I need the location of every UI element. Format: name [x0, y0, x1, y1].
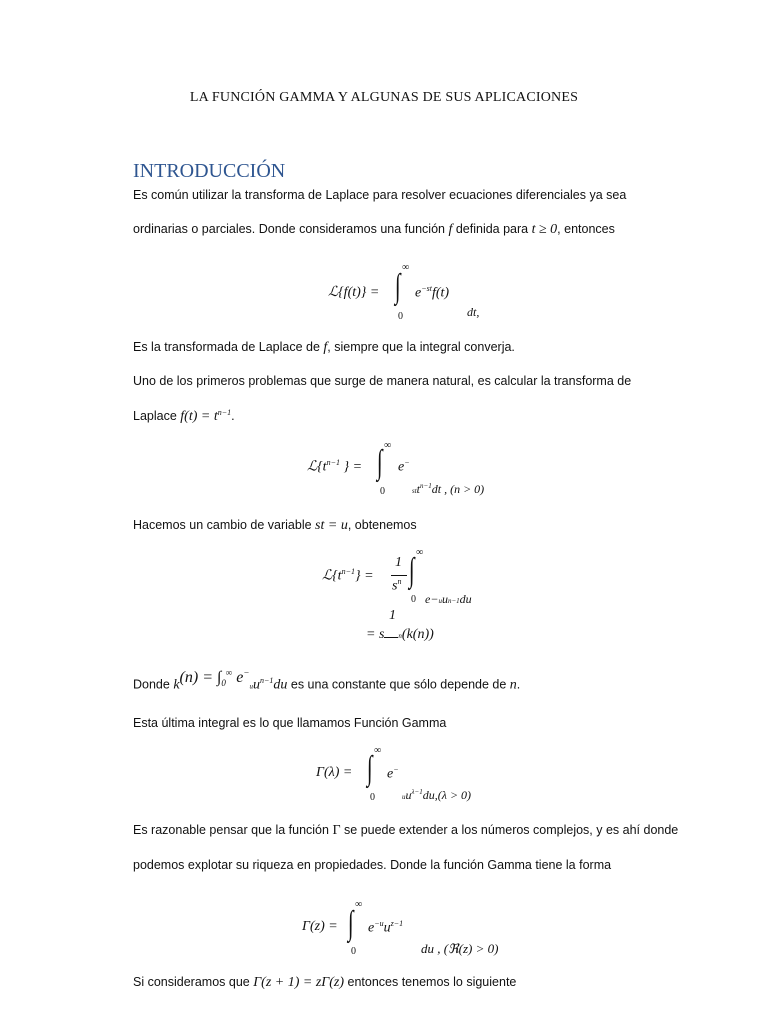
equation-lhs — [322, 567, 374, 585]
line2-sub: n — [398, 632, 402, 640]
denominator-base: s — [392, 578, 398, 594]
integrand-base: e — [387, 766, 394, 782]
paragraph-text: definida para — [452, 222, 532, 236]
tail-text: dt , (n > 0) — [431, 482, 485, 496]
paragraph-4: Uno de los primeros problemas que surge de manera natural, es calcular la transforma de — [133, 374, 632, 388]
tail-t: t — [416, 482, 421, 496]
fraction-bar — [391, 575, 407, 576]
lhs-end: } = — [354, 568, 374, 584]
tail-t-exponent: n−1 — [420, 482, 432, 490]
paragraph-text: Laplace — [133, 409, 181, 424]
integral-lower-limit: 0 — [351, 946, 356, 957]
integrand-exponent: − — [404, 458, 410, 467]
math-open: (n) = ∫ — [179, 669, 222, 687]
differential: dt, — [467, 305, 480, 319]
integrand-tail — [412, 482, 484, 497]
integral-sign: ∫ — [366, 750, 373, 787]
math-condition: t ≥ 0 — [531, 222, 558, 237]
paragraph-9 — [133, 823, 678, 839]
fraction-numerator: 1 — [395, 555, 402, 570]
math-upper: ∞ — [225, 668, 233, 678]
integral-upper-limit: ∞ — [402, 262, 410, 273]
integrand-exponent: −st — [421, 284, 432, 293]
integrand-exponent: − — [393, 765, 399, 774]
paragraph-text: , obtenemos — [347, 518, 417, 532]
integrand-tail — [402, 788, 471, 803]
paragraph-text: Hacemos un cambio de variable — [133, 518, 316, 532]
section-heading-introduccion: INTRODUCCIÓN — [133, 160, 286, 182]
tail-u-exponent: λ−1 — [411, 788, 423, 796]
math-u: u — [252, 677, 260, 693]
integral-sign: ∫ — [376, 444, 383, 481]
equation-lhs: ℒ{f(t)} = — [328, 285, 380, 300]
paragraph-text: Es la transformada de Laplace de — [133, 340, 324, 354]
tail-text: du,(λ > 0) — [422, 788, 472, 802]
paragraph-text: es una constante que sólo depende de — [287, 677, 510, 692]
lhs-text: ℒ{t — [307, 459, 327, 475]
math-du: du — [273, 677, 288, 693]
paragraph-text: Si consideramos que — [133, 975, 254, 989]
integrand-sub: u — [438, 597, 442, 605]
paragraph-text: se puede extender a los números complejos, y es ahí donde — [340, 823, 679, 837]
integrand — [415, 284, 449, 302]
integrand-tail: du , (ℜ(z) > 0) — [421, 941, 499, 956]
integrand — [425, 592, 472, 607]
integrand — [387, 765, 399, 783]
math-recurrence: Γ(z + 1) = zΓ(z) — [253, 975, 345, 990]
math-exponent: n−1 — [217, 408, 232, 417]
paragraph-text: ordinarias o parciales. Donde consideramos una función — [133, 222, 449, 236]
line2-numerator: 1 — [389, 608, 396, 623]
paragraph-6 — [133, 518, 417, 534]
paragraph-8: Esta última integral es lo que llamamos Función Gamma — [133, 716, 447, 730]
math-u-exponent: n−1 — [259, 676, 274, 686]
integrand-sub2: n−1 — [447, 597, 460, 605]
math-exp-base: e — [236, 669, 244, 687]
line2-expression — [366, 627, 434, 643]
lhs-end: } = — [339, 459, 363, 475]
integral-upper-limit: ∞ — [374, 745, 382, 756]
integral-lower-limit: 0 — [398, 311, 403, 322]
integrand-exponent: −u — [374, 919, 384, 928]
integrand-mid: u — [441, 592, 448, 606]
math-f-of-t: f(t) = t — [180, 409, 218, 425]
paragraph-text: entonces tenemos lo siguiente — [344, 975, 517, 989]
integral-lower-limit: 0 — [380, 486, 385, 497]
integrand-base: e — [415, 285, 422, 301]
integrand-u-exponent: z−1 — [390, 919, 404, 928]
paragraph-text: . — [231, 409, 235, 424]
integral-sign: ∫ — [408, 552, 415, 589]
integral-sign: ∫ — [347, 905, 354, 942]
tail-exponent: st — [412, 487, 417, 495]
integral-lower-limit: 0 — [411, 594, 416, 605]
line2-equals: = s — [366, 627, 385, 642]
paragraph-2 — [133, 222, 615, 238]
math-exp-sup: − — [243, 668, 250, 678]
math-u-sub: u — [249, 682, 253, 691]
tail-u: u — [405, 788, 412, 802]
math-f: f — [448, 222, 453, 237]
paragraph-text: . — [516, 677, 521, 692]
integrand-tail: f(t) — [431, 285, 450, 301]
math-f: f — [323, 340, 328, 355]
paragraph-1: Es común utilizar la transforma de Laplace para resolver ecuaciones diferenciales ya sea — [133, 188, 627, 202]
paragraph-10: podemos explotar su riqueza en propiedades. Donde la función Gamma tiene la forma — [133, 858, 612, 872]
integrand — [368, 919, 403, 937]
integral-upper-limit: ∞ — [384, 440, 392, 451]
paragraph-11 — [133, 975, 516, 991]
integrand-base: e− — [425, 592, 439, 606]
paragraph-text: Es razonable pensar que la función — [133, 823, 333, 837]
document-title: LA FUNCIÓN GAMMA Y ALGUNAS DE SUS APLICACIONES — [189, 90, 579, 105]
equation-lhs: Γ(λ) = — [316, 765, 353, 780]
fraction-denominator — [392, 577, 401, 595]
integrand — [398, 458, 410, 476]
integral-sign: ∫ — [394, 268, 401, 305]
integrand-u: u — [383, 920, 391, 936]
lhs-text: ℒ{t — [322, 568, 342, 584]
denominator-exponent: n — [397, 577, 402, 586]
paragraph-text: , entonces — [557, 222, 615, 236]
integrand-diff: du — [459, 592, 472, 606]
equation-lhs: Γ(z) = — [302, 919, 338, 934]
paragraph-5 — [133, 408, 235, 425]
line2-rest: (k(n)) — [401, 627, 434, 642]
paragraph-3 — [133, 340, 515, 356]
math-lower: 0 — [221, 678, 226, 689]
math-n: n — [509, 677, 517, 693]
lhs-exponent: n−1 — [326, 458, 340, 467]
integral-lower-limit: 0 — [370, 792, 375, 803]
math-k: k — [173, 677, 180, 693]
math-gamma: Γ — [332, 823, 341, 838]
math-definition — [179, 668, 250, 689]
paragraph-text: Donde — [133, 677, 174, 692]
math-substitution: st = u — [315, 518, 348, 533]
equation-lhs — [307, 458, 362, 476]
tail-exponent: u — [402, 793, 406, 801]
integrand-base: e — [398, 459, 405, 475]
integral-upper-limit: ∞ — [355, 899, 363, 910]
integral-upper-limit: ∞ — [416, 547, 424, 558]
paragraph-text: , siempre que la integral converja. — [327, 340, 515, 354]
integrand-base: e — [368, 920, 375, 936]
line2-underline — [384, 628, 398, 638]
lhs-exponent: n−1 — [341, 567, 355, 576]
paragraph-7 — [133, 668, 521, 695]
